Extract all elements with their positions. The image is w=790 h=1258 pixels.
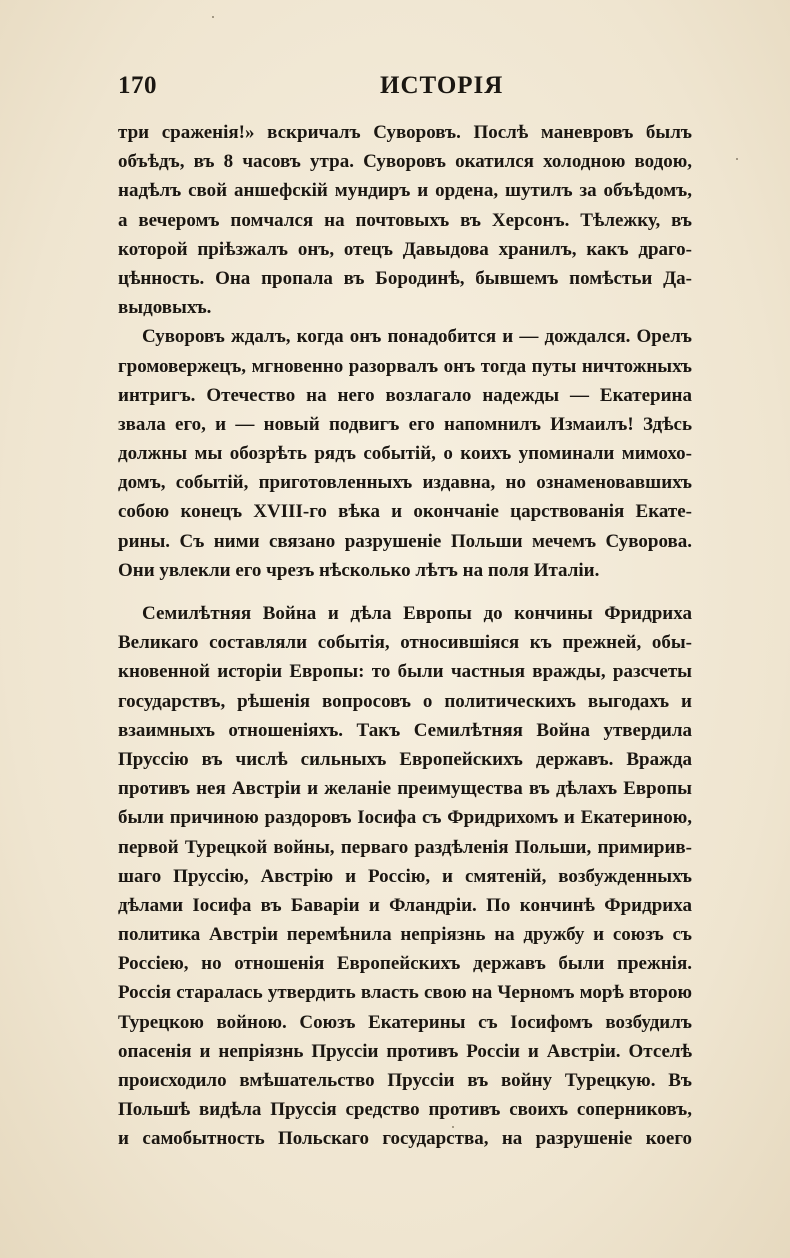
- text-line: Пруссію въ числѣ сильныхъ Европейскихъ державъ. Вражда: [118, 748, 692, 770]
- text-line: домъ, событій, приготовленныхъ издавна, но ознаменовавшихъ: [118, 472, 692, 494]
- text-line: Турецкою войною. Союзъ Екатерины съ Іосифомъ возбудилъ: [118, 1011, 692, 1033]
- text-line: Великаго составляли событія, относившіяся къ прежней, обы-: [118, 632, 692, 654]
- text-line: взаимныхъ отношеніяхъ. Такъ Семилѣтняя Война утвердила: [118, 719, 692, 741]
- text-line: интригъ. Отечество на него возлагало надежды — Екатерина: [118, 384, 692, 406]
- text-line: которой пріѣзжалъ онъ, отецъ Давыдова хранилъ, какъ драго-: [118, 238, 692, 260]
- paragraph-1: [118, 118, 692, 322]
- paper-speck: [736, 158, 738, 160]
- text-line: шаго Пруссію, Австрію и Россію, и смятеній, возбужденныхъ: [118, 865, 692, 887]
- text-line: первой Турецкой войны, перваго раздѣленія Польши, примирив-: [118, 836, 692, 858]
- page-header: [118, 72, 692, 108]
- page-number: 170: [118, 72, 157, 99]
- paper-speck: [452, 1126, 454, 1128]
- text-line: были причиною раздоровъ Іосифа съ Фридрихомъ и Екатериною,: [118, 807, 692, 829]
- text-line: государствъ, рѣшенія вопросовъ о политическихъ выгодахъ и: [118, 690, 692, 712]
- text-line: политика Австріи перемѣнила непріязнь на дружбу и союзъ съ: [118, 924, 692, 946]
- section-gap: [118, 585, 692, 599]
- text-line: Они увлекли его чрезъ нѣсколько лѣтъ на поля Италіи.: [118, 559, 600, 581]
- text-line: Россіею, но отношенія Европейскихъ державъ были прежнія.: [118, 953, 692, 975]
- text-line: а вечеромъ помчался на почтовыхъ въ Херсонъ. Тѣлежку, въ: [118, 209, 692, 231]
- text-line: кновенной исторіи Европы: то были частныя вражды, разсчеты: [118, 661, 692, 683]
- text-line: звала его, и — новый подвигъ его напомнилъ Измаилъ! Здѣсь: [118, 413, 692, 435]
- paragraph-3: [118, 599, 692, 1154]
- text-line: должны мы обозрѣть рядъ событій, о коихъ упоминали мимохо-: [118, 443, 692, 465]
- body-text: [118, 118, 692, 1154]
- text-line: Россія старалась утвердить власть свою на Черномъ морѣ второю: [118, 982, 692, 1004]
- text-line: громовержецъ, мгновенно разорвалъ онъ тогда путы ничтожныхъ: [118, 355, 692, 377]
- text-line: три сраженія!» вскричалъ Суворовъ. Послѣ маневровъ былъ: [118, 122, 692, 143]
- text-line: Польшѣ видѣла Пруссія средство противъ своихъ соперниковъ,: [118, 1099, 692, 1121]
- text-line: надѣлъ свой аншефскій мундиръ и ордена, шутилъ за объѣдомъ,: [118, 180, 692, 202]
- text-line: происходило вмѣшательство Пруссіи въ войну Турецкую. Въ: [118, 1070, 692, 1091]
- text-line: Семилѣтняя Война и дѣла Европы до кончины Фридриха: [142, 603, 692, 624]
- text-line: и самобытность Польскаго государства, на разрушеніе коего: [118, 1128, 692, 1150]
- text-line: противъ нея Австріи и желаніе преимущества въ дѣлахъ Европы: [118, 778, 692, 800]
- text-line: дѣлами Іосифа въ Баваріи и Фландріи. По кончинѣ Фридриха: [118, 894, 692, 916]
- paragraph-2: [118, 322, 692, 585]
- text-line: рины. Съ ними связано разрушеніе Польши мечемъ Суворова.: [118, 530, 692, 552]
- text-line: цѣнность. Она пропала въ Бородинѣ, бывшемъ помѣстьи Да-: [118, 267, 692, 289]
- paper-speck: [212, 16, 214, 18]
- text-line: объѣдъ, въ 8 часовъ утра. Суворовъ окатился холодною водою,: [118, 151, 692, 173]
- text-line: собою конецъ XVIII-го вѣка и окончаніе царствованія Екате-: [118, 501, 692, 523]
- text-line: опасенія и непріязнь Пруссіи противъ Россіи и Австріи. Отселѣ: [118, 1040, 692, 1062]
- text-line: выдовыхъ.: [118, 297, 212, 319]
- text-line: Суворовъ ждалъ, когда онъ понадобится и — дождался. Орелъ: [142, 326, 692, 348]
- running-title: ИСТОРІЯ: [380, 72, 504, 99]
